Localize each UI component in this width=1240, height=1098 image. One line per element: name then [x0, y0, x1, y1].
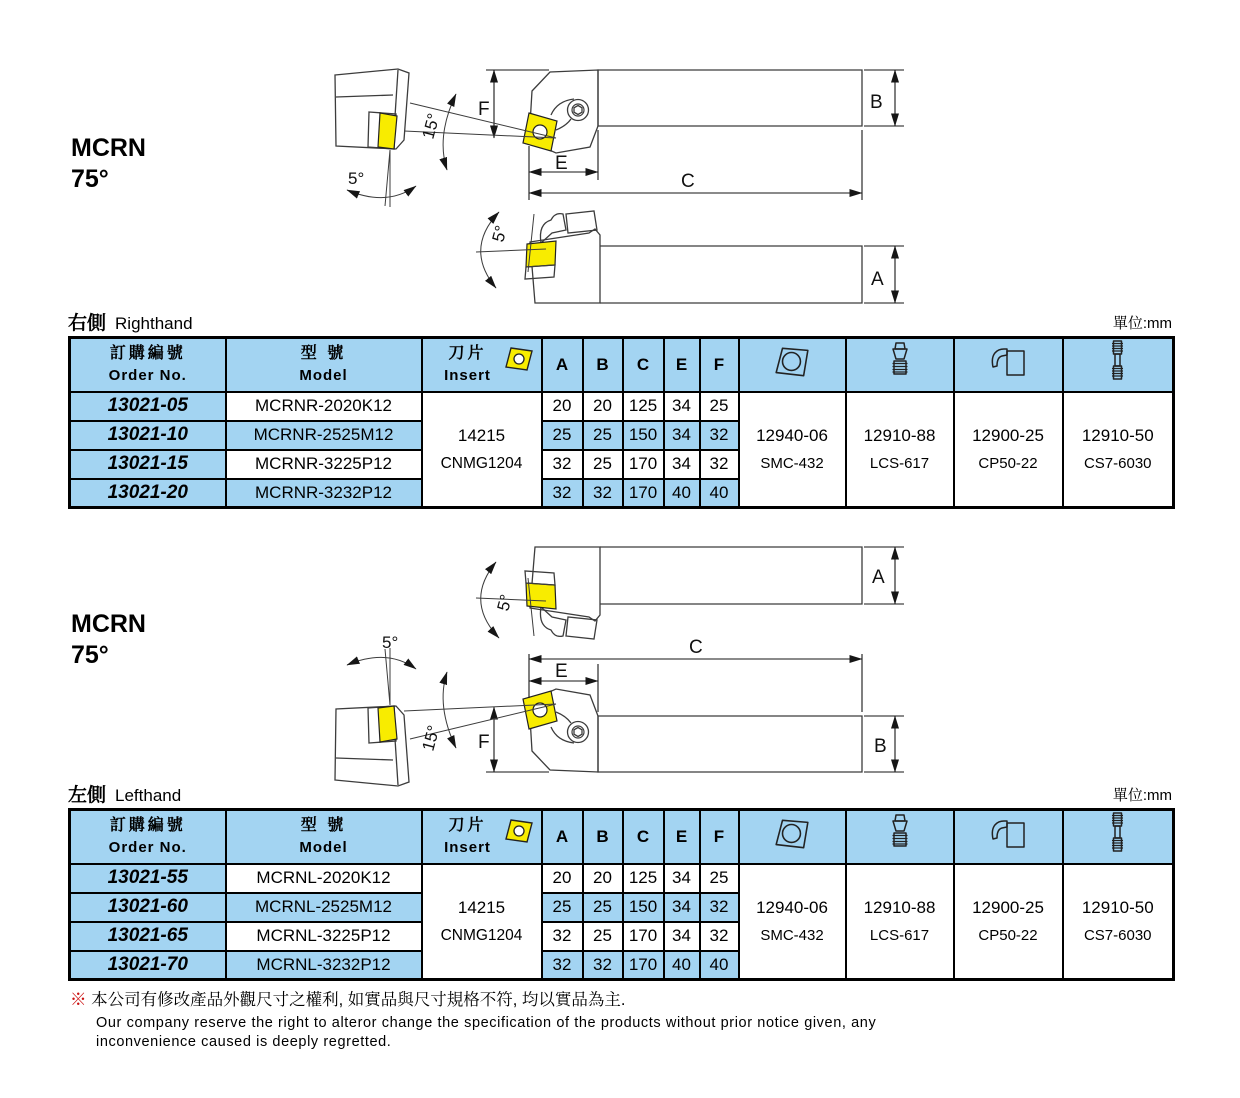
dim-a-cell: 32: [542, 479, 583, 508]
dim-e-cell: 34: [664, 421, 700, 450]
dim-e-header: E: [664, 338, 700, 392]
insert-number: 14215: [457, 425, 506, 445]
dim-f-cell: 40: [700, 951, 739, 980]
dim-c-cell: 150: [623, 893, 664, 922]
dim-c-cell: 125: [623, 864, 664, 893]
angle-15-label: 15°: [418, 111, 444, 142]
model-cell: MCRNR-3225P12: [226, 450, 422, 479]
order-cell: 13021-15: [70, 450, 226, 479]
dim-e-label: E: [555, 661, 568, 682]
shim-icon: [773, 345, 811, 379]
order-cell: 13021-05: [70, 392, 226, 421]
dim-b-cell: 25: [583, 450, 623, 479]
dim-b-cell: 25: [583, 421, 623, 450]
series-label: MCRN: [71, 610, 146, 638]
angle-5-label: 5°: [382, 633, 399, 652]
side-view-mirrored: [476, 547, 862, 639]
footnote-en-line1: Our company reserve the right to alteror change the specification of the products without prior notice given, any: [96, 1015, 877, 1031]
dim-f-cell: 32: [700, 450, 739, 479]
clamp-part-cell: [954, 864, 1063, 980]
dim-e-header: E: [664, 810, 700, 864]
dim-e-cell: 34: [664, 893, 700, 922]
dim-f-cell: 40: [700, 479, 739, 508]
insert-icon: [504, 346, 534, 372]
insert-header-en: Insert: [444, 838, 491, 856]
section-title-en: Righthand: [115, 314, 193, 333]
model-header: [226, 810, 422, 864]
clamp-column-header: [954, 338, 1063, 392]
model-header-zh: 型 號: [300, 345, 347, 363]
dim-c-label: C: [681, 171, 695, 192]
order-header-zh: 訂購編號: [109, 345, 186, 363]
dim-c-header: C: [623, 810, 664, 864]
dim-b-cell: 32: [583, 951, 623, 980]
section-title-zh: 右側: [68, 313, 107, 334]
insert-cell: [422, 392, 542, 508]
dim-e-cell: 34: [664, 864, 700, 893]
dim-e-cell: 34: [664, 922, 700, 951]
dim-f-cell: 32: [700, 893, 739, 922]
footnote-zh-text: 本公司有修改產品外觀尺寸之權利, 如實品與尺寸規格不符, 均以實品為主.: [91, 991, 626, 1009]
clamp-screw-icon: [887, 814, 913, 854]
part-code: LCS-617: [869, 455, 930, 473]
dim-a-cell: 32: [542, 450, 583, 479]
clamp-icon: [988, 345, 1028, 379]
shim-screw-part-cell: [846, 864, 954, 980]
part-number: 12910-50: [1081, 897, 1154, 917]
angle-5-label: 5°: [493, 592, 517, 614]
model-header-en: Model: [299, 366, 348, 384]
model-cell: MCRNL-3225P12: [226, 922, 422, 951]
table-row: [70, 392, 1174, 421]
dim-a-cell: 25: [542, 421, 583, 450]
model-cell: MCRNR-3232P12: [226, 479, 422, 508]
series-angle: 75°: [71, 165, 109, 193]
part-number: 12940-06: [756, 897, 828, 917]
dim-e-cell: 40: [664, 479, 700, 508]
dim-a-cell: 32: [542, 951, 583, 980]
dim-b-cell: 20: [583, 392, 623, 421]
model-cell: MCRNR-2525M12: [226, 421, 422, 450]
dim-c-header: C: [623, 338, 664, 392]
dim-c-cell: 170: [623, 450, 664, 479]
dim-a-header: A: [542, 810, 583, 864]
shim-part-cell: [739, 392, 846, 508]
shim-column-header: [739, 338, 846, 392]
dim-e-label: E: [555, 153, 568, 174]
angle-5-label: 5°: [488, 223, 512, 245]
dim-f-cell: 25: [700, 864, 739, 893]
shim-icon: [773, 817, 811, 851]
model-cell: MCRNR-2020K12: [226, 392, 422, 421]
clamp-screw-icon: [887, 342, 913, 382]
part-code: CS7-6030: [1083, 927, 1152, 945]
dim-f-cell: 32: [700, 922, 739, 951]
order-header-en: Order No.: [108, 366, 187, 384]
dim-c-cell: 170: [623, 479, 664, 508]
dim-f-label: F: [478, 99, 490, 120]
footnote: [70, 986, 1180, 1052]
part-code: CP50-22: [978, 927, 1038, 945]
insert-header-en: Insert: [444, 366, 491, 384]
dim-b-cell: 20: [583, 864, 623, 893]
dim-b-label: B: [870, 92, 883, 113]
screw-part-cell: [1063, 864, 1174, 980]
head-view-mirrored: [523, 689, 862, 772]
lefthand-diagram: [0, 540, 1240, 790]
part-number: 12940-06: [756, 425, 828, 445]
angle-5-label: 5°: [348, 169, 365, 188]
righthand-section-title: [68, 308, 193, 335]
insert-type: CNMG1204: [440, 927, 523, 945]
order-header-zh: 訂購編號: [109, 817, 186, 835]
dim-f-label: F: [478, 732, 490, 753]
shim-part-cell: [739, 864, 846, 980]
clamp-column-header: [954, 810, 1063, 864]
part-code: CS7-6030: [1083, 455, 1152, 473]
note-mark: ※: [70, 991, 87, 1009]
footnote-zh: [70, 986, 1180, 1010]
part-code: CP50-22: [978, 455, 1038, 473]
dim-c-cell: 125: [623, 392, 664, 421]
dim-a-cell: 25: [542, 893, 583, 922]
dim-f-cell: 32: [700, 421, 739, 450]
dim-b-header: B: [583, 338, 623, 392]
head-view: [523, 70, 862, 153]
side-view: [476, 211, 862, 303]
unit-label: 單位:mm: [1112, 315, 1172, 332]
screw-icon: [1109, 812, 1126, 856]
dim-a-header: A: [542, 338, 583, 392]
insert-type: CNMG1204: [440, 455, 523, 473]
table-row: [70, 864, 1174, 893]
unit-label: 單位:mm: [1112, 787, 1172, 804]
section-title-en: Lefthand: [115, 786, 182, 805]
part-code: SMC-432: [760, 455, 824, 473]
dim-b-cell: 25: [583, 922, 623, 951]
model-cell: MCRNL-2525M12: [226, 893, 422, 922]
part-number: 12900-25: [972, 897, 1044, 917]
part-number: 12910-88: [863, 897, 936, 917]
part-number: 12900-25: [972, 425, 1044, 445]
model-cell: MCRNL-2020K12: [226, 864, 422, 893]
angle-15-label: 15°: [418, 723, 444, 754]
lefthand-table: [68, 808, 1175, 981]
order-no-header: [70, 338, 226, 392]
dim-f-header: F: [700, 338, 739, 392]
righthand-table: [68, 336, 1175, 509]
dim-b-cell: 25: [583, 893, 623, 922]
part-number: 12910-88: [863, 425, 936, 445]
screw-column-header: [1063, 338, 1174, 392]
clamp-part-cell: [954, 392, 1063, 508]
insert-cell: [422, 864, 542, 980]
model-header-zh: 型 號: [300, 817, 347, 835]
series-angle: 75°: [71, 641, 109, 669]
part-code: SMC-432: [760, 927, 824, 945]
shim-screw-part-cell: [846, 392, 954, 508]
dim-a-cell: 32: [542, 922, 583, 951]
series-label: MCRN: [71, 134, 146, 162]
section-title-zh: 左側: [68, 785, 107, 806]
dim-e-cell: 40: [664, 951, 700, 980]
dim-a-cell: 20: [542, 864, 583, 893]
dim-f-cell: 25: [700, 392, 739, 421]
order-cell: 13021-65: [70, 922, 226, 951]
order-cell: 13021-60: [70, 893, 226, 922]
insert-header: [422, 810, 542, 864]
dim-c-cell: 170: [623, 951, 664, 980]
dim-c-label: C: [689, 637, 703, 658]
screw-icon: [1109, 340, 1126, 384]
order-header-en: Order No.: [108, 838, 187, 856]
insert-number: 14215: [457, 897, 506, 917]
insert-header-zh: 刀片: [448, 817, 487, 835]
dim-c-cell: 150: [623, 421, 664, 450]
part-number: 12910-50: [1081, 425, 1154, 445]
lefthand-section-title: [68, 780, 181, 807]
dim-a-label: A: [871, 269, 884, 290]
shim-screw-column-header: [846, 338, 954, 392]
screw-part-cell: [1063, 392, 1174, 508]
order-cell: 13021-20: [70, 479, 226, 508]
dim-c-cell: 170: [623, 922, 664, 951]
insert-icon: [504, 818, 534, 844]
dim-e-cell: 34: [664, 392, 700, 421]
order-cell: 13021-70: [70, 951, 226, 980]
dim-b-label: B: [874, 736, 887, 757]
dim-a-label: A: [872, 567, 885, 588]
shim-screw-column-header: [846, 810, 954, 864]
dim-b-header: B: [583, 810, 623, 864]
end-view-mirrored: [335, 648, 416, 786]
order-cell: 13021-55: [70, 864, 226, 893]
screw-column-header: [1063, 810, 1174, 864]
dim-e-cell: 34: [664, 450, 700, 479]
clamp-icon: [988, 817, 1028, 851]
insert-header-zh: 刀片: [448, 345, 487, 363]
part-code: LCS-617: [869, 927, 930, 945]
dim-b-cell: 32: [583, 479, 623, 508]
footnote-en-line2: inconvenience caused is deeply regretted.: [96, 1034, 392, 1050]
model-header-en: Model: [299, 838, 348, 856]
model-cell: MCRNL-3232P12: [226, 951, 422, 980]
righthand-diagram: [0, 55, 1240, 310]
shim-column-header: [739, 810, 846, 864]
model-header: [226, 338, 422, 392]
dim-f-header: F: [700, 810, 739, 864]
dim-a-cell: 20: [542, 392, 583, 421]
insert-header: [422, 338, 542, 392]
order-cell: 13021-10: [70, 421, 226, 450]
order-no-header: [70, 810, 226, 864]
